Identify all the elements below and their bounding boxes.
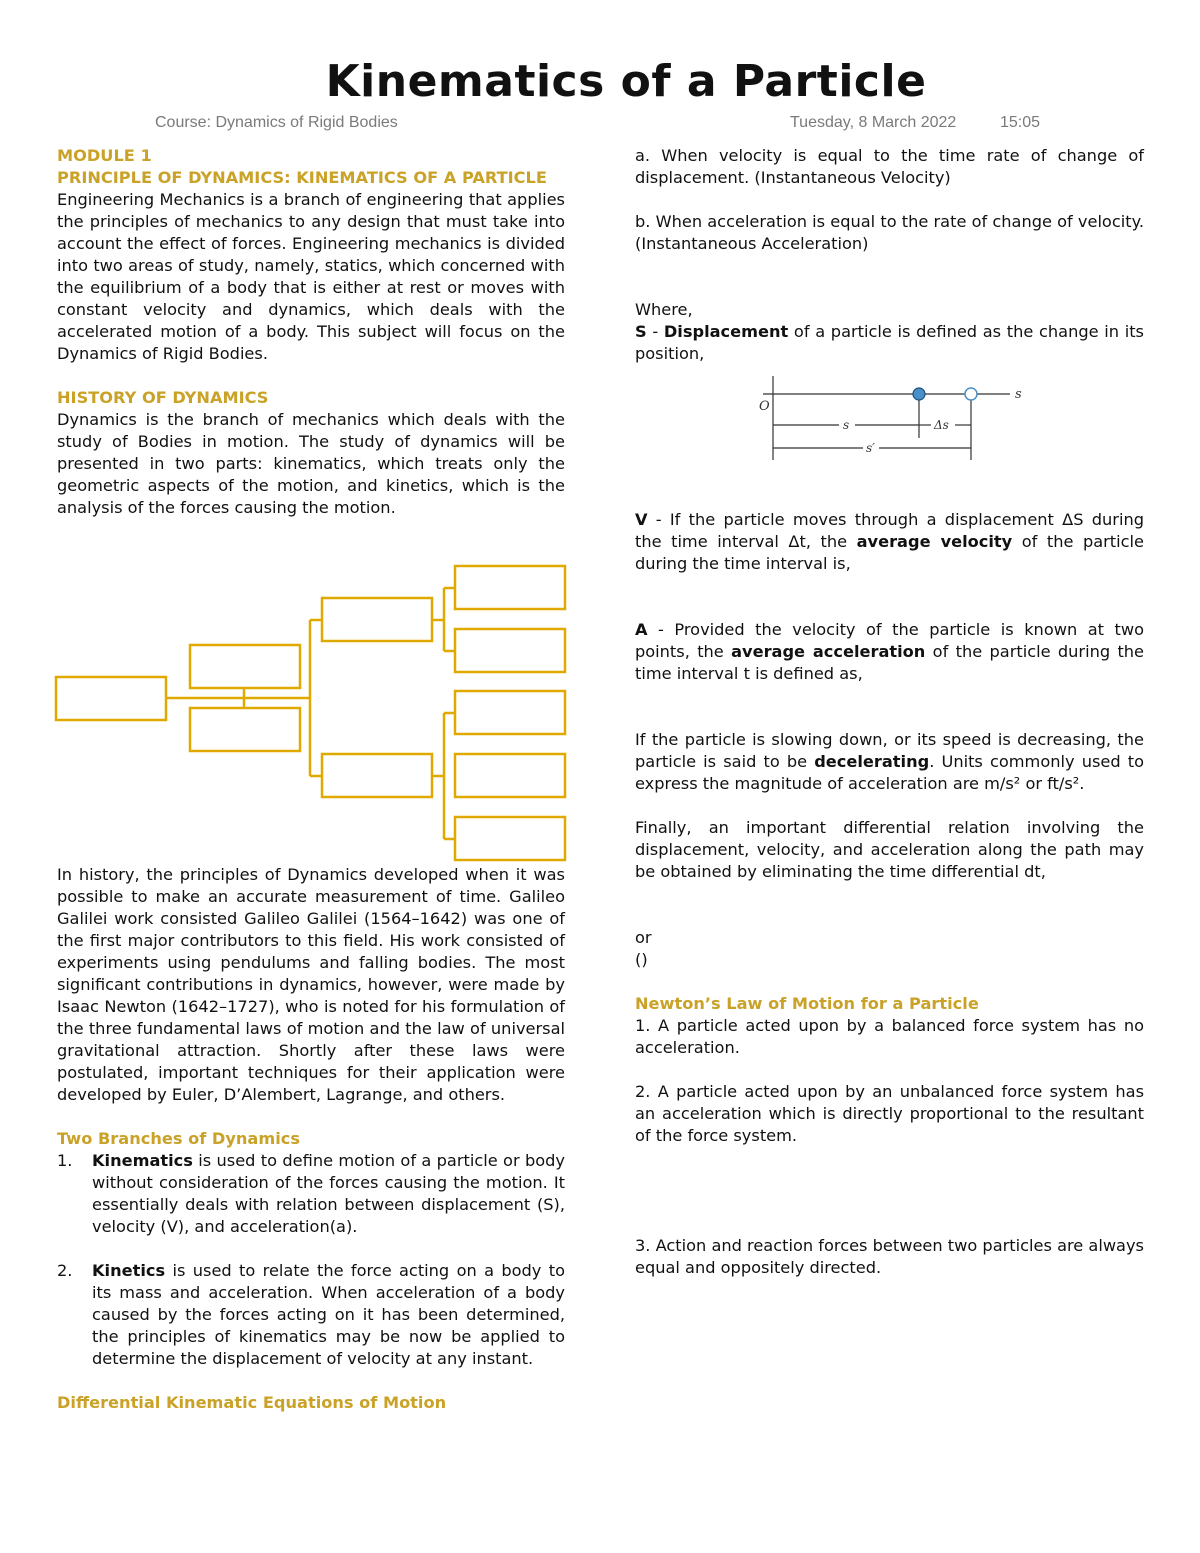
tree-box-level2-top [322,598,432,641]
document-title: Kinematics of a Particle [325,56,927,107]
origin-label: O [759,399,770,414]
history-paragraph-1: Dynamics is the branch of mechanics which deals with the study of Bodies in motion. The study of dynamics will be presented in two parts: kinematics, which treats only the geometric aspects of the motion, and kinetics, which is the analysis of the forces causing the motion. [57,410,565,517]
tree-box-leaf-4 [455,754,565,797]
or-label: or [635,928,652,947]
average-velocity-text: V - If the particle moves through a displacement ΔS during the time interval Δt, the average velocity of the particle during the time interval is, [635,510,1144,573]
tree-box-level2-bottom [322,754,432,797]
where-label: Where, [635,300,693,319]
newton-law-3: 3. Action and reaction forces between two particles are always equal and oppositely directed. [635,1236,1144,1277]
principle-heading: PRINCIPLE OF DYNAMICS: KINEMATICS OF A PARTICLE [57,168,547,187]
kinematics-term: Kinematics [92,1151,193,1170]
displacement-figure [755,368,1045,463]
tree-connectors [166,588,455,839]
particle-position-1 [913,388,925,400]
newton-law-1: 1. A particle acted upon by a balanced force system has no acceleration. [635,1016,1144,1057]
parentheses-label: () [635,950,648,969]
tree-box-root [56,677,166,720]
dim-label-delta-s: Δs [934,418,949,432]
branches-list [57,1150,565,1370]
intro-paragraph: Engineering Mechanics is a branch of engineering that applies the principles of mechanics to any design that must take into account the effect of forces. Engineering mechanics is divided into two areas of study, namely, statics, which concerned with the equilibrium of a body that is either at rest or moves with constant velocity and dynamics, which deals with the accelerated motion of a body. This subject will focus on the Dynamics of Rigid Bodies. [57,190,565,363]
instantaneous-velocity-text: a. When velocity is equal to the time rate of change of displacement. (Instantaneous Velocity) [635,146,1144,187]
history-heading: HISTORY OF DYNAMICS [57,388,269,407]
tree-box-leaf-3 [455,691,565,734]
instantaneous-acceleration-text: b. When acceleration is equal to the rate of change of velocity. (Instantaneous Acceleration) [635,212,1144,253]
right-column-lower [635,509,1144,1279]
tree-box-leaf-2 [455,629,565,672]
date-label: Tuesday, 8 March 2022 [790,114,957,131]
list-item: 1. Kinematics is used to define motion of a particle or body without consideration of the forces causing the motion. It essentially deals with relation between displacement (S), velocity (V), and acceleration(a). [57,1151,565,1236]
tree-box-leaf-5 [455,817,565,860]
module-heading: MODULE 1 [57,146,152,165]
list-item: 2. Kinetics is used to relate the force acting on a body to its mass and acceleration. When acceleration of a body caused by the forces acting on it has been determined, the principles of kinematics may be now be applied to determine the displacement of velocity at any instant. [57,1261,565,1368]
tree-box-level1-top [190,645,300,688]
tree-box-level1-bottom [190,708,300,751]
differential-relation-text: Finally, an important differential relation involving the displacement, velocity, and acceleration along the path may be obtained by eliminating the time differential dt, [635,818,1144,881]
newton-law-2: 2. A particle acted upon by an unbalanced force system has an acceleration which is directly proportional to the resultant of the force system. [635,1082,1144,1145]
history-paragraph-2: In history, the principles of Dynamics developed when it was possible to make an accurate measurement of time. Galileo Galilei work consisted Galileo Galilei (1564–1642) was one of the first major contributors to this field. His work consisted of experiments using pendulums and falling bodies. The most significant contributions in dynamics, however, were made by Isaac Newton (1642–1727), who is noted for his formulation of the three fundamental laws of motion and the law of universal gravitational attraction. Shortly after these laws were postulated, important techniques for their application were developed by Euler, D’Alembert, Lagrange, and others. [57,865,565,1104]
displacement-definition: S - Displacement of a particle is defined as the change in its position, [635,322,1144,363]
axis-label-s: s [1015,387,1022,402]
dim-label-s: s [843,418,850,432]
tree-box-leaf-1 [455,566,565,609]
newton-heading: Newton’s Law of Motion for a Particle [635,994,979,1013]
dim-label-s-prime: s′ [866,441,875,455]
course-label: Course: Dynamics of Rigid Bodies [155,114,398,131]
decelerating-text: If the particle is slowing down, or its speed is decreasing, the particle is said to be decelerating. Units commonly used to express the magnitude of acceleration are m/s² or ft/s². [635,730,1144,793]
right-column [635,145,1144,365]
time-label: 15:05 [1000,114,1041,131]
kinetics-term: Kinetics [92,1261,166,1280]
dynamics-tree-diagram [52,562,572,867]
left-column-lower [57,864,565,1414]
average-acceleration-text: A - Provided the velocity of the particle is known at two points, the average acceleration of the particle during the time interval t is defined as, [635,620,1145,683]
branches-heading: Two Branches of Dynamics [57,1129,300,1148]
left-column [57,145,565,519]
differential-heading: Differential Kinematic Equations of Motion [57,1393,447,1412]
particle-position-2 [965,388,977,400]
